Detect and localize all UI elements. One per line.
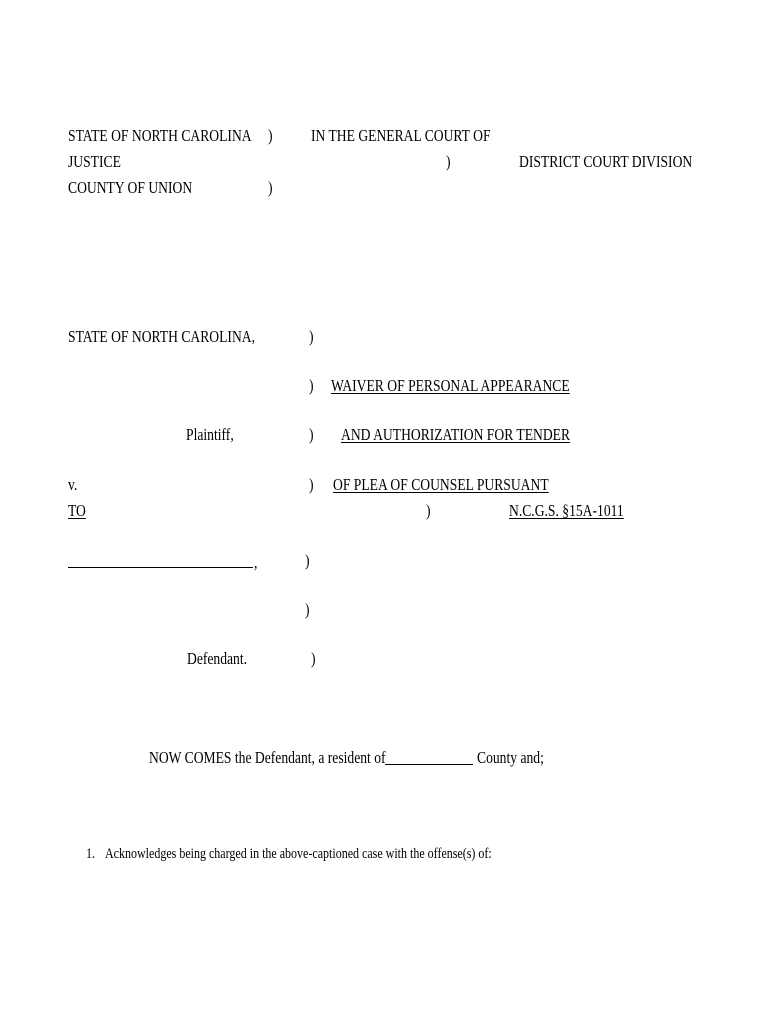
caption-justice: JUSTICE: [68, 152, 121, 171]
plaintiff-name: STATE OF NORTH CAROLINA,: [68, 327, 255, 346]
caption-paren: ): [311, 649, 316, 668]
caption-paren: ): [309, 376, 314, 395]
item-1-number: 1.: [86, 846, 95, 862]
caption-paren: ): [446, 152, 451, 171]
caption-state: STATE OF NORTH CAROLINA: [68, 126, 252, 145]
caption-paren: ): [305, 551, 310, 570]
now-comes-end: County and;: [477, 748, 544, 767]
title-line-4: N.C.G.S. §15A-1011: [509, 501, 624, 520]
caption-paren: ): [305, 600, 310, 619]
title-line-2: AND AUTHORIZATION FOR TENDER: [341, 425, 571, 444]
caption-paren: ): [309, 425, 314, 444]
caption-paren: ): [309, 327, 314, 346]
caption-county: COUNTY OF UNION: [68, 178, 193, 197]
county-blank: [385, 764, 473, 765]
caption-court: IN THE GENERAL COURT OF: [311, 126, 491, 145]
title-line-3: OF PLEA OF COUNSEL PURSUANT: [333, 475, 549, 494]
plaintiff-label: Plaintiff,: [186, 425, 234, 444]
caption-paren: ): [426, 501, 431, 520]
defendant-label: Defendant.: [187, 649, 248, 668]
defendant-comma: ,: [254, 553, 258, 572]
title-line-1: WAIVER OF PERSONAL APPEARANCE: [331, 376, 570, 395]
caption-paren: ): [268, 126, 273, 145]
caption-paren: ): [268, 178, 273, 197]
to-label: TO: [68, 501, 86, 520]
versus: v.: [68, 475, 78, 494]
caption-division: DISTRICT COURT DIVISION: [519, 152, 693, 171]
now-comes-text: NOW COMES the Defendant, a resident of: [149, 748, 386, 767]
item-1-text: Acknowledges being charged in the above-captioned case with the offense(s) of:: [105, 846, 492, 862]
caption-paren: ): [309, 475, 314, 494]
defendant-name-blank: [68, 567, 253, 568]
